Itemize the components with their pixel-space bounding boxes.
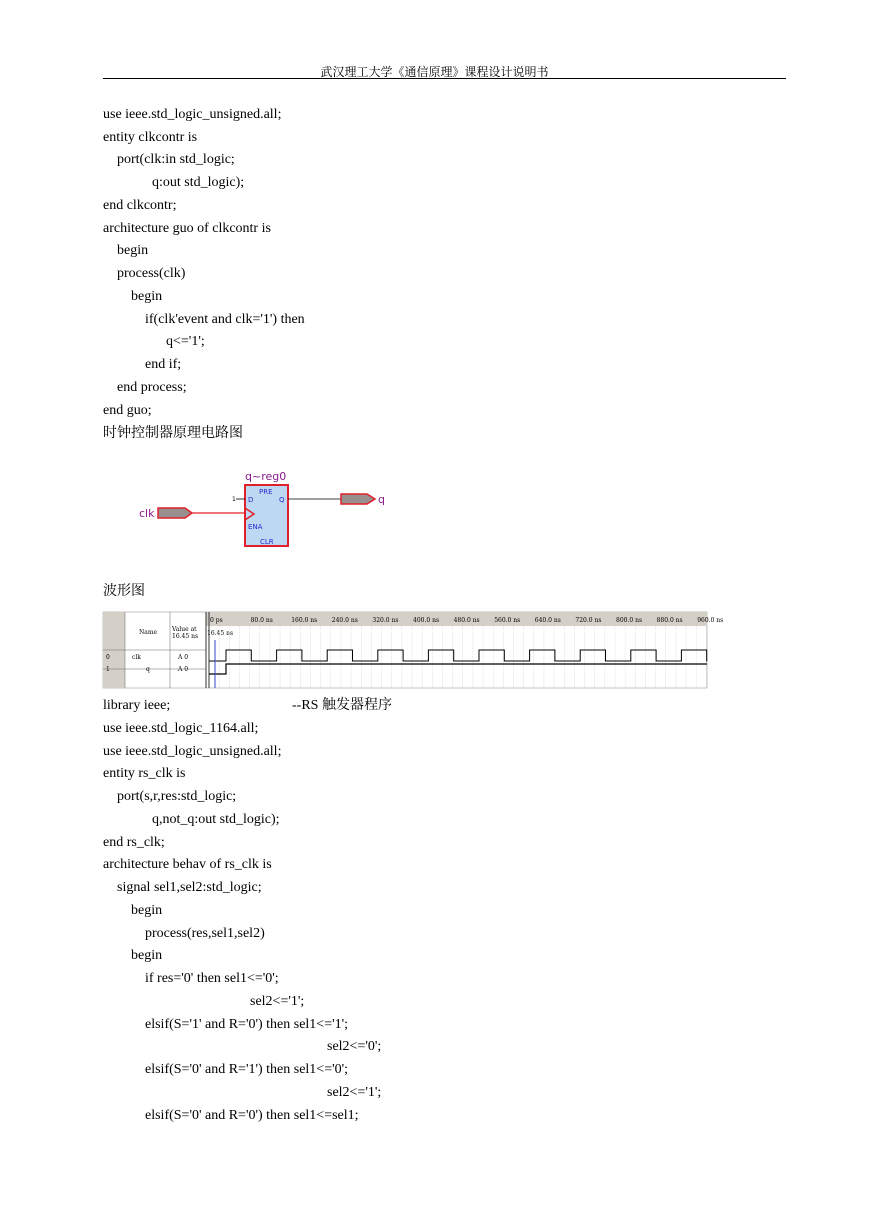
signal-value-clk: A 0 (178, 654, 189, 661)
code-line: use ieee.std_logic_unsigned.all; (103, 107, 282, 122)
clr-label: CLR (260, 538, 274, 546)
code-line: sel2<='1'; (103, 1085, 382, 1100)
code-line: architecture behav of rs_clk is (103, 857, 272, 872)
code-line: sel2<='1'; (103, 994, 305, 1009)
page-header: 武汉理工大学《通信原理》课程设计说明书 (320, 65, 549, 79)
q-pin-label: Q (279, 496, 285, 504)
code-line: end rs_clk; (103, 835, 165, 850)
code-line: end guo; (103, 403, 152, 418)
clk-input-pin (158, 508, 192, 518)
code-line: port(s,r,res:std_logic; (103, 789, 237, 804)
time-ruler-label: 160.0 ns (291, 617, 318, 624)
code-line: entity rs_clk is (103, 766, 186, 781)
time-ruler-label: 800.0 ns (616, 617, 643, 624)
signal-index: 1 (106, 666, 110, 673)
code-line: signal sel1,sel2:std_logic; (103, 880, 262, 895)
circuit-diagram (130, 466, 400, 552)
code-line: use ieee.std_logic_unsigned.all; (103, 744, 282, 759)
block-name-label: q~reg0 (245, 470, 287, 483)
code-line: architecture guo of clkcontr is (103, 221, 271, 236)
value-header-time: 16.45 ns (172, 633, 199, 640)
time-ruler-label: 960.0 ns (697, 617, 724, 624)
signal-value-q: A 0 (178, 666, 189, 673)
time-ruler-label: 640.0 ns (534, 617, 561, 624)
cursor-time-label: 16.45 ns (207, 630, 234, 637)
code-line: begin (103, 903, 163, 918)
code-line: elsif(S='1' and R='0') then sel1<='1'; (103, 1017, 349, 1032)
time-ruler-label: 880.0 ns (656, 617, 683, 624)
const-one-label: 1 (232, 496, 236, 503)
pre-label: PRE (259, 488, 273, 496)
waveform-caption: 波形图 (103, 583, 145, 599)
signal-name-q[interactable]: q (146, 666, 150, 673)
code-line: use ieee.std_logic_1164.all; (103, 721, 259, 736)
code-line: if res='0' then sel1<='0'; (103, 971, 279, 986)
time-ruler-label: 400.0 ns (413, 617, 440, 624)
code-line: process(res,sel1,sel2) (103, 926, 265, 941)
value-header: Value at (172, 626, 197, 633)
header-rule (103, 78, 786, 79)
code-line: process(clk) (103, 266, 186, 281)
code-line: library ieee; (103, 698, 171, 713)
signal-index: 0 (106, 654, 110, 661)
code-line: end if; (103, 357, 182, 372)
code-line: begin (103, 289, 163, 304)
name-header: Name (139, 629, 158, 636)
code-line: entity clkcontr is (103, 130, 198, 145)
ena-label: ENA (248, 523, 263, 531)
q-output-label: q (378, 493, 385, 506)
code-line: q,not_q:out std_logic); (103, 812, 280, 827)
waveform-viewer (103, 612, 724, 688)
code-line: if(clk'event and clk='1') then (103, 312, 305, 327)
signal-name-clk[interactable]: clk (132, 654, 141, 661)
code-line: q:out std_logic); (103, 175, 245, 190)
time-ruler-label: 480.0 ns (453, 617, 480, 624)
code-line: elsif(S='0' and R='1') then sel1<='0'; (103, 1062, 349, 1077)
time-ruler-label: 560.0 ns (494, 617, 521, 624)
code-line: elsif(S='0' and R='0') then sel1<=sel1; (103, 1108, 359, 1123)
code-line: end clkcontr; (103, 198, 177, 213)
time-ruler-label: 320.0 ns (372, 617, 399, 624)
clk-input-label: clk (139, 507, 155, 520)
circuit-caption: 时钟控制器原理电路图 (103, 425, 243, 441)
code-comment: --RS 触发器程序 (292, 698, 392, 713)
code-line: end process; (103, 380, 187, 395)
time-ruler-label: 0 ps (210, 617, 223, 624)
code-line: port(clk:in std_logic; (103, 152, 235, 167)
code-line: sel2<='0'; (103, 1039, 382, 1054)
code-line: begin (103, 948, 163, 963)
code-line: begin (103, 243, 149, 258)
time-ruler-label: 720.0 ns (575, 617, 602, 624)
q-output-pin (341, 494, 375, 504)
code-line: q<='1'; (103, 334, 205, 349)
d-label: D (248, 496, 254, 504)
time-ruler-label: 240.0 ns (331, 617, 358, 624)
time-ruler-label: 80.0 ns (250, 617, 273, 624)
